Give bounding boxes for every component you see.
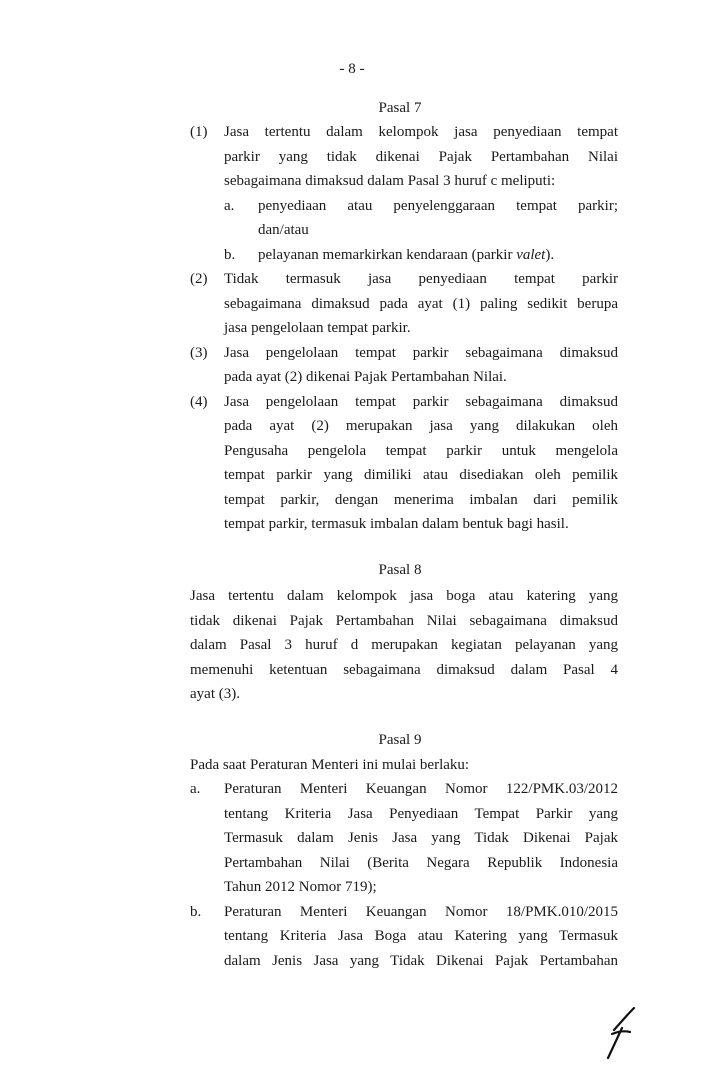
text-line: tempat parkir, dengan menerima imbalan dari pemilik bbox=[224, 491, 618, 508]
text-line: tentang Kriteria Jasa Boga atau Katering yang Termasuk bbox=[224, 928, 618, 944]
text-line: Tahun 2012 Nomor 719); bbox=[224, 879, 377, 895]
text-line: tempat parkir, termasuk imbalan dalam bentuk bagi hasil. bbox=[224, 516, 569, 532]
subitem-label: b. bbox=[224, 246, 236, 263]
text-line: tentang Kriteria Jasa Penyediaan Tempat Parkir yang bbox=[224, 805, 618, 822]
text-line: memenuhi ketentuan sebagaimana dimaksud dalam Pasal 4 bbox=[190, 661, 618, 678]
intro-line: Pada saat Peraturan Menteri ini mulai berlaku: bbox=[190, 757, 470, 773]
text-line: Pengusaha pengelola tempat parkir untuk mengelola bbox=[224, 442, 618, 459]
text-line: Tidak termasuk jasa penyediaan tempat parkir bbox=[224, 271, 618, 287]
italic-term: valet bbox=[516, 246, 546, 263]
item-number: (1) bbox=[190, 124, 208, 140]
text: pelayanan memarkirkan kendaraan (parkir bbox=[258, 246, 517, 263]
text-line: sebagaimana dimaksud pada ayat (1) paling sedikit berupa bbox=[224, 295, 618, 312]
text-line: Jasa tertentu dalam kelompok jasa boga atau katering yang bbox=[190, 588, 618, 604]
text-line bbox=[258, 246, 554, 264]
text-line: penyediaan atau penyelenggaraan tempat parkir; bbox=[258, 197, 618, 214]
text: ). bbox=[545, 246, 555, 263]
text-line: parkir yang tidak dikenai Pajak Pertambahan Nilai bbox=[224, 148, 618, 165]
text-line: Peraturan Menteri Keuangan Nomor 122/PMK.03/2012 bbox=[224, 781, 618, 797]
text-line: pada ayat (2) dikenai Pajak Pertambahan Nilai. bbox=[224, 369, 507, 385]
heading-pasal-7: Pasal 7 bbox=[378, 100, 422, 116]
text-line: pada ayat (2) merupakan jasa yang dilakukan oleh bbox=[224, 418, 618, 434]
text-line: Jasa tertentu dalam kelompok jasa penyediaan tempat bbox=[224, 124, 618, 140]
item-number: (3) bbox=[190, 344, 208, 361]
item-label: b. bbox=[190, 903, 202, 920]
item-number: (2) bbox=[190, 271, 208, 287]
text-line: Jasa pengelolaan tempat parkir sebagaimana dimaksud bbox=[224, 393, 618, 410]
subitem-label: a. bbox=[224, 197, 235, 214]
text-line: sebagaimana dimaksud dalam Pasal 3 huruf c meliputi: bbox=[224, 173, 556, 189]
heading-pasal-9: Pasal 9 bbox=[378, 732, 422, 748]
heading-pasal-8: Pasal 8 bbox=[378, 562, 422, 578]
page-number: - 8 - bbox=[339, 61, 365, 77]
item-number: (4) bbox=[190, 393, 208, 410]
text-line: tidak dikenai Pajak Pertambahan Nilai sebagaimana dimaksud bbox=[190, 612, 618, 629]
text-line: Termasuk dalam Jenis Jasa yang Tidak Dikenai Pajak bbox=[224, 830, 618, 846]
text-line: ayat (3). bbox=[190, 686, 240, 702]
text-line: jasa pengelolaan tempat parkir. bbox=[224, 320, 411, 336]
text-line: Peraturan Menteri Keuangan Nomor 18/PMK.010/2015 bbox=[224, 903, 618, 920]
text-line: dalam Pasal 3 huruf d merupakan kegiatan pelayanan yang bbox=[190, 637, 618, 653]
text-line: dalam Jenis Jasa yang Tidak Dikenai Pajak Pertambahan bbox=[224, 952, 618, 969]
item-label: a. bbox=[190, 781, 201, 797]
text-line: dan/atau bbox=[258, 222, 309, 238]
text-line: tempat parkir yang dimiliki atau disediakan oleh pemilik bbox=[224, 467, 618, 483]
paraf-signature bbox=[600, 1000, 640, 1060]
text-line: Pertambahan Nilai (Berita Negara Republik Indonesia bbox=[224, 854, 618, 871]
text-line: Jasa pengelolaan tempat parkir sebagaimana dimaksud bbox=[224, 344, 618, 361]
